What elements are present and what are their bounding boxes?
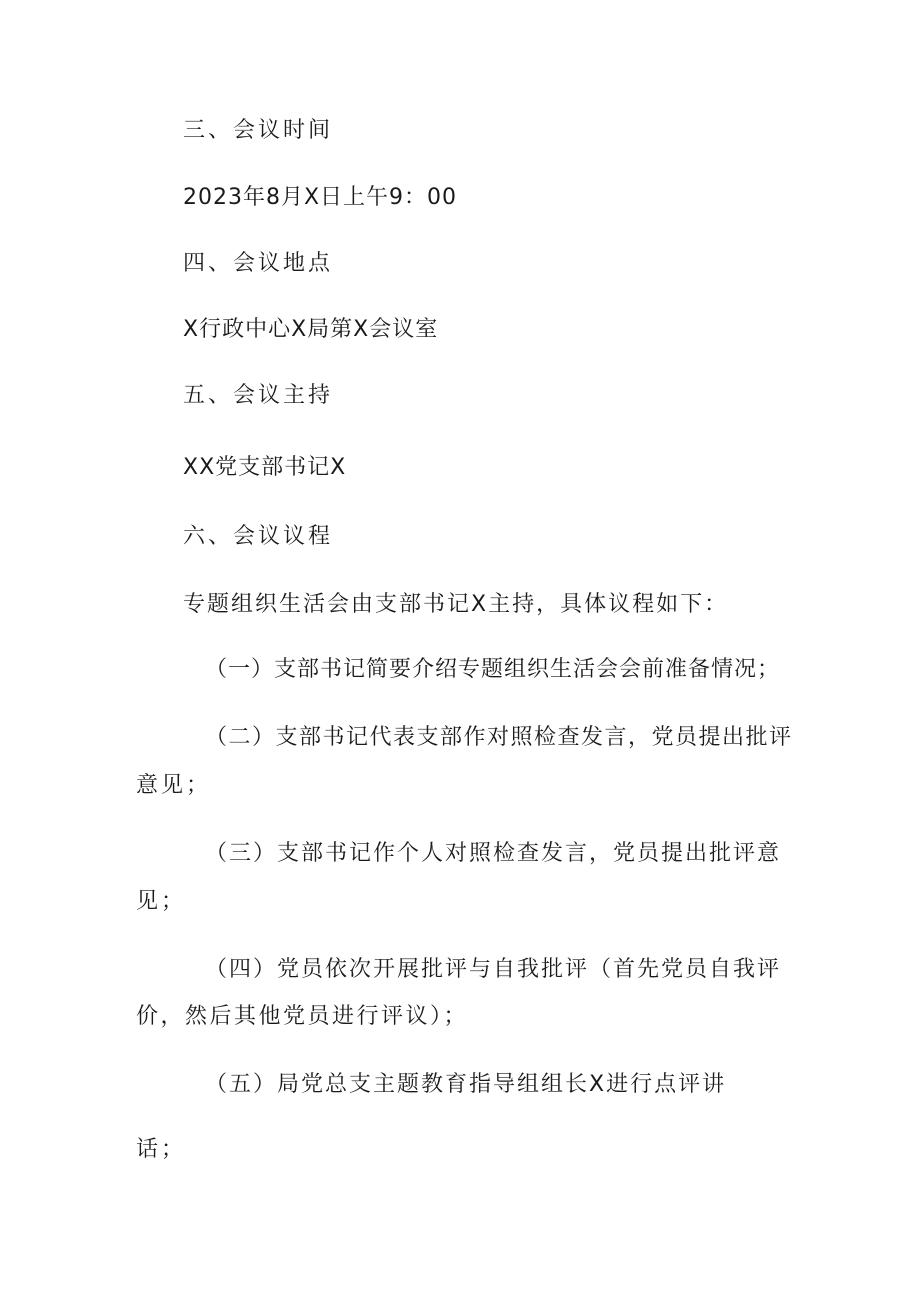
agenda-item-2-line-1: （二）支部书记代表支部作对照检查发言，党员提出批评 [205, 725, 793, 750]
agenda-item-3-line-1: （三）支部书记作个人对照检查发言，党员提出批评意 [205, 841, 782, 866]
heading-meeting-agenda: 六、会议议程 [183, 524, 334, 549]
meeting-host-value: XX党支部书记X [183, 455, 347, 480]
heading-meeting-host: 五、会议主持 [183, 383, 334, 408]
agenda-item-4-line-1: （四）党员依次开展批评与自我批评（首先党员自我评 [205, 957, 782, 982]
meeting-time-value: 2023年8月X日上午9：00 [183, 185, 458, 210]
heading-meeting-place: 四、会议地点 [183, 251, 334, 276]
agenda-item-1-line-1: （一）支部书记简要介绍专题组织生活会会前准备情况； [205, 657, 781, 682]
agenda-item-5-line-2: 话； [136, 1137, 187, 1162]
agenda-intro: 专题组织生活会由支部书记X主持，具体议程如下： [183, 592, 729, 617]
meeting-place-value: X行政中心X局第X会议室 [183, 317, 439, 342]
agenda-item-5-line-1: （五）局党总支主题教育指导组组长X进行点评讲 [205, 1072, 727, 1097]
agenda-item-4-line-2: 价，然后其他党员进行评议）； [136, 1004, 469, 1029]
agenda-item-2-line-2: 意见； [136, 773, 212, 798]
agenda-item-3-line-2: 见； [136, 889, 187, 914]
heading-meeting-time: 三、会议时间 [183, 118, 334, 143]
